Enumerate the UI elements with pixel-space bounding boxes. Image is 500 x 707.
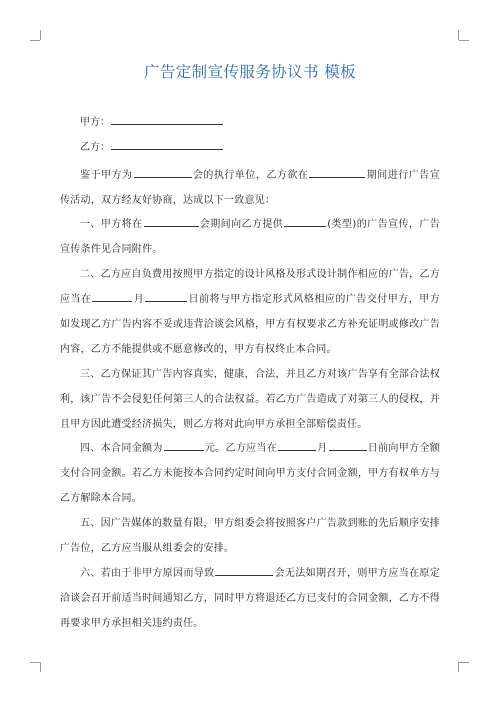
clause-6-blank-1[interactable] — [215, 565, 273, 576]
intro-blank-1[interactable] — [134, 167, 192, 178]
clause-2-text-1: 二、乙方应自负费用按照甲方指定的设计风格及形式设计制作相应的广告，乙方应当在 — [60, 269, 440, 305]
intro-paragraph — [60, 163, 440, 213]
clause-4-text-1: 四、本合同金额为 — [80, 443, 163, 454]
clause-2 — [60, 262, 440, 362]
clause-4-text-2: 元。乙方应当在 — [204, 443, 278, 454]
clause-2-text-2: 月 — [133, 294, 145, 305]
clause-5: 五、因广告媒体的数量有限，甲方组委会将按照客户广告款到账的先后顺序安排广告位，乙方应当服从组委会的安排。 — [60, 518, 440, 554]
clause-4-blank-2[interactable] — [278, 440, 316, 451]
clause-2-blank-1[interactable] — [92, 291, 132, 302]
party-b-line — [80, 135, 224, 160]
clause-1-text-3: (类型)的广告宣传，广告宣传条件见合同附件。 — [60, 219, 441, 255]
party-a-blank[interactable] — [111, 114, 223, 125]
party-a-label: 甲方： — [80, 117, 110, 128]
intro-blank-2[interactable] — [309, 167, 365, 178]
clause-3: 三、乙方保证其广告内容真实，健康，合法，并且乙方对该广告享有全部合法权利，该广告不会侵犯任何第三人的合法权益。若乙方广告造成了对第三人的侵权，并且甲方因此遭受经济损失，则乙方将对此向甲方承担全部赔偿责任。 — [60, 369, 440, 430]
clause-1-blank-2[interactable] — [284, 216, 326, 227]
clause-6-text-1: 六、若由于非甲方原因而导致 — [80, 568, 215, 579]
clause-1-blank-1[interactable] — [144, 216, 199, 227]
clause-2-blank-2[interactable] — [145, 291, 187, 302]
clause-4-text-4: 日前向甲方全额支付合同金额。若乙方未能按本合同约定时间向甲方支付合同金额，甲方有权单方与乙方解除本合同。 — [60, 443, 441, 504]
party-b-blank[interactable] — [111, 139, 223, 150]
clause-4-blank-3[interactable] — [329, 440, 367, 451]
intro-text-2: 会的执行单位，乙方欲在 — [192, 170, 309, 181]
clause-6-text-2: 会无法如期召开，则甲方应当在原定洽谈会召开前适当时间通知乙方，同时甲方将退还乙方已支付的合同金额，乙方不得再要求甲方承担相关违约责任。 — [60, 568, 441, 629]
clause-1-text-1: 一、甲方将在 — [80, 219, 143, 230]
intro-text-3: 期间进行广告宣传活动，双方经友好协商，达成以下一致意见： — [60, 170, 441, 206]
clause-4-blank-1[interactable] — [164, 440, 204, 451]
party-a-line — [80, 110, 224, 135]
clause-6 — [60, 561, 440, 636]
clause-1 — [60, 212, 440, 262]
clause-4 — [60, 436, 440, 511]
clause-1-text-2: 会期间向乙方提供 — [199, 219, 284, 230]
intro-text-1: 鉴于甲方为 — [80, 170, 133, 181]
clause-2-text-3: 日前将与甲方指定形式风格相应的广告交付甲方，甲方如发现乙方广告内容不妥或违背洽谈会风格，甲方有权要求乙方补充证明或修改广告内容，乙方不能提供或不愿意修改的，甲方有权终止本合同。 — [60, 294, 441, 355]
clause-4-text-3: 月 — [317, 443, 328, 454]
document-title: 广告定制宣传服务协议书 模板 — [143, 63, 357, 81]
party-b-label: 乙方： — [80, 142, 110, 153]
